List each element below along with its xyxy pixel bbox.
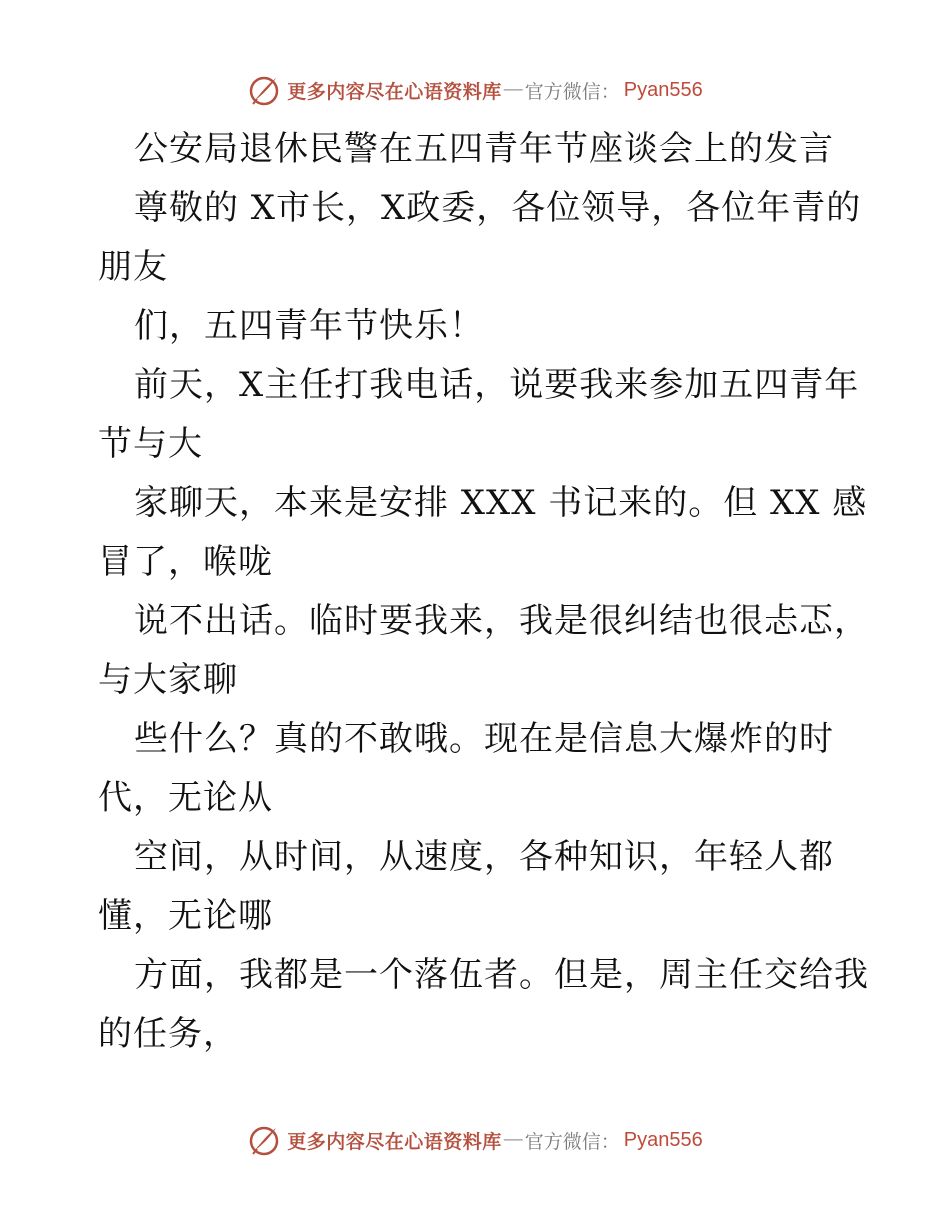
text-line: 些什么？真的不敢哦。现在是信息大爆炸的时	[134, 719, 834, 759]
text-line: 懂，无论哪	[98, 896, 273, 936]
wechat-id: Pyan556	[623, 78, 703, 101]
banner-dash: —	[503, 79, 523, 100]
text-line: 尊敬的 X市长，X政委，各位领导，各位年青的	[134, 188, 862, 228]
feather-pen-logo-icon	[247, 1123, 281, 1157]
wechat-label: 官方微信：	[524, 80, 620, 103]
document-title: 公安局退休民警在五四青年节座谈会上的发言	[134, 129, 834, 169]
banner-dash: —	[503, 1129, 523, 1150]
text-line: 前天，X主任打我电话，说要我来参加五四青年	[134, 365, 860, 405]
text-line: 冒了，喉咙	[98, 542, 273, 582]
text-line: 代，无论从	[98, 778, 273, 818]
wechat-id: Pyan556	[623, 1128, 703, 1151]
header-watermark-banner	[0, 70, 950, 110]
text-line: 们，五四青年节快乐！	[134, 306, 484, 346]
text-line: 家聊天，本来是安排 XXX 书记来的。但 XX 感	[134, 483, 868, 523]
text-line: 朋友	[98, 247, 168, 287]
text-line: 空间，从时间，从速度，各种知识，年轻人都	[134, 837, 834, 877]
feather-pen-logo-icon	[247, 73, 281, 107]
text-line: 节与大	[98, 424, 203, 464]
wechat-label: 官方微信：	[524, 1130, 620, 1153]
footer-watermark-banner	[0, 1120, 950, 1160]
text-line: 方面，我都是一个落伍者。但是，周主任交给我	[134, 955, 869, 995]
document-body	[98, 120, 888, 1064]
text-line: 说不出话。临时要我来，我是很纠结也很忐忑，	[134, 601, 869, 641]
brand-text: 更多内容尽在心语资料库	[287, 1130, 502, 1153]
text-line: 与大家聊	[98, 660, 238, 700]
text-line: 的任务，	[98, 1014, 238, 1054]
brand-text: 更多内容尽在心语资料库	[287, 80, 502, 103]
